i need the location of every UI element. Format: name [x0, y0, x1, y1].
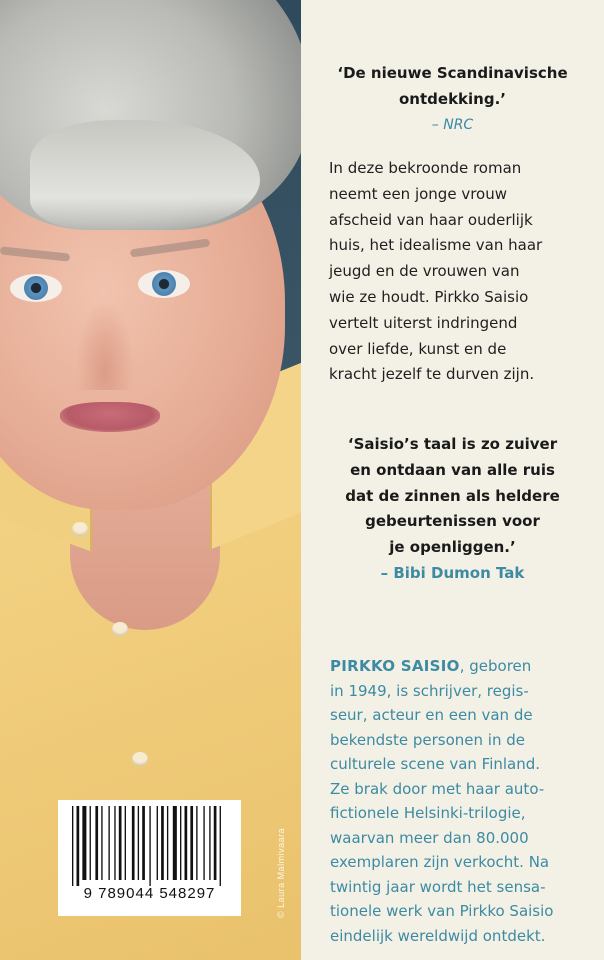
- bio-line: exemplaren zijn verkocht. Na: [330, 853, 550, 871]
- quote-line: en ontdaan van alle ruis: [350, 460, 555, 479]
- press-quote-nrc: [301, 60, 604, 138]
- barcode-bar: [72, 806, 73, 886]
- quote-attribution: – NRC: [431, 117, 474, 133]
- bio-line: tionele werk van Pirkko Saisio: [330, 902, 554, 920]
- blurb-line: In deze bekroonde roman: [329, 159, 522, 177]
- barcode-bar: [167, 806, 168, 880]
- author-bio: [330, 654, 592, 948]
- barcode-bar: [196, 806, 197, 880]
- quote-line: ‘Saisio’s taal is zo zuiver: [347, 435, 558, 453]
- quote-line: ontdekking.’: [399, 90, 506, 108]
- right-eye: [138, 270, 190, 298]
- back-cover-text: [301, 0, 604, 960]
- blurb-line: afscheid van haar ouderlijk: [329, 210, 533, 229]
- blurb-line: wie ze houdt. Pirkko Saisio: [329, 287, 529, 306]
- barcode-bar: [138, 806, 139, 880]
- quote-line: gebeurtenissen voor: [365, 512, 540, 531]
- barcode-bar: [180, 806, 181, 880]
- bio-line: Ze brak door met haar auto-: [330, 779, 545, 798]
- quote-attribution: – Bibi Dumon Tak: [380, 563, 525, 582]
- barcode-bar: [161, 806, 164, 880]
- mouth: [60, 402, 160, 432]
- blurb-line: over liefde, kunst en de: [329, 339, 507, 358]
- barcode-bar: [209, 806, 210, 880]
- bio-line: bekendste personen in de: [330, 730, 525, 749]
- shirt-button: [72, 522, 88, 536]
- bio-line: seur, acteur en een van de: [330, 706, 533, 724]
- barcode-bar: [119, 806, 122, 880]
- barcode-bar: [214, 806, 217, 880]
- barcode-bars: [70, 806, 229, 886]
- barcode-bar: [190, 806, 193, 880]
- barcode-bar: [82, 806, 86, 880]
- bio-line: culturele scene van Finland.: [330, 755, 541, 773]
- bio-line: eindelijk wereldwijd ontdekt.: [330, 926, 546, 945]
- barcode-bar: [132, 806, 135, 880]
- quote-line: dat de zinnen als heldere: [345, 486, 560, 505]
- bio-line: fictionele Helsinki-trilogie,: [330, 804, 526, 822]
- barcode-bar: [95, 806, 98, 880]
- bio-line: in 1949, is schrijver, regis-: [330, 681, 529, 700]
- author-photo: [0, 0, 301, 960]
- barcode-bar: [203, 806, 204, 880]
- barcode-bar: [157, 806, 158, 880]
- barcode-bar: [90, 806, 91, 880]
- left-eye: [10, 274, 62, 302]
- barcode-bar: [149, 806, 150, 886]
- barcode: [58, 800, 241, 916]
- author-name: PIRKKO SAISIO: [330, 657, 460, 675]
- photo-credit: © Laura Malmivaara: [276, 827, 286, 918]
- blurb-line: neemt een jonge vrouw: [329, 184, 507, 203]
- bio-line: waarvan meer dan 80.000: [330, 828, 529, 847]
- nose: [75, 300, 135, 390]
- isbn-number: 9 789044 548297: [83, 885, 216, 902]
- blurb-line: jeugd en de vrouwen van: [329, 262, 520, 281]
- barcode-bar: [142, 806, 145, 880]
- bio-text: , geboren: [459, 657, 532, 675]
- blurb-line: kracht jezelf te durven zijn.: [329, 365, 535, 384]
- quote-line: je openliggen.’: [389, 538, 516, 557]
- barcode-bar: [220, 806, 221, 886]
- barcode-bar: [114, 806, 115, 880]
- barcode-bar: [173, 806, 177, 880]
- bio-line: [330, 654, 592, 679]
- book-blurb: [329, 156, 594, 388]
- barcode-bar: [125, 806, 126, 880]
- blurb-line: huis, het idealisme van haar: [329, 236, 543, 255]
- press-quote-dumon-tak: [301, 432, 604, 587]
- barcode-bar: [108, 806, 109, 880]
- shirt-button: [112, 622, 128, 636]
- quote-line: ‘De nieuwe Scandinavische: [337, 64, 568, 82]
- barcode-bar: [77, 806, 80, 886]
- bio-line: twintig jaar wordt het sensa-: [330, 877, 546, 896]
- barcode-bar: [101, 806, 102, 880]
- shirt-button: [132, 752, 148, 766]
- barcode-bar: [185, 806, 188, 880]
- blurb-line: vertelt uiterst indringend: [329, 313, 518, 332]
